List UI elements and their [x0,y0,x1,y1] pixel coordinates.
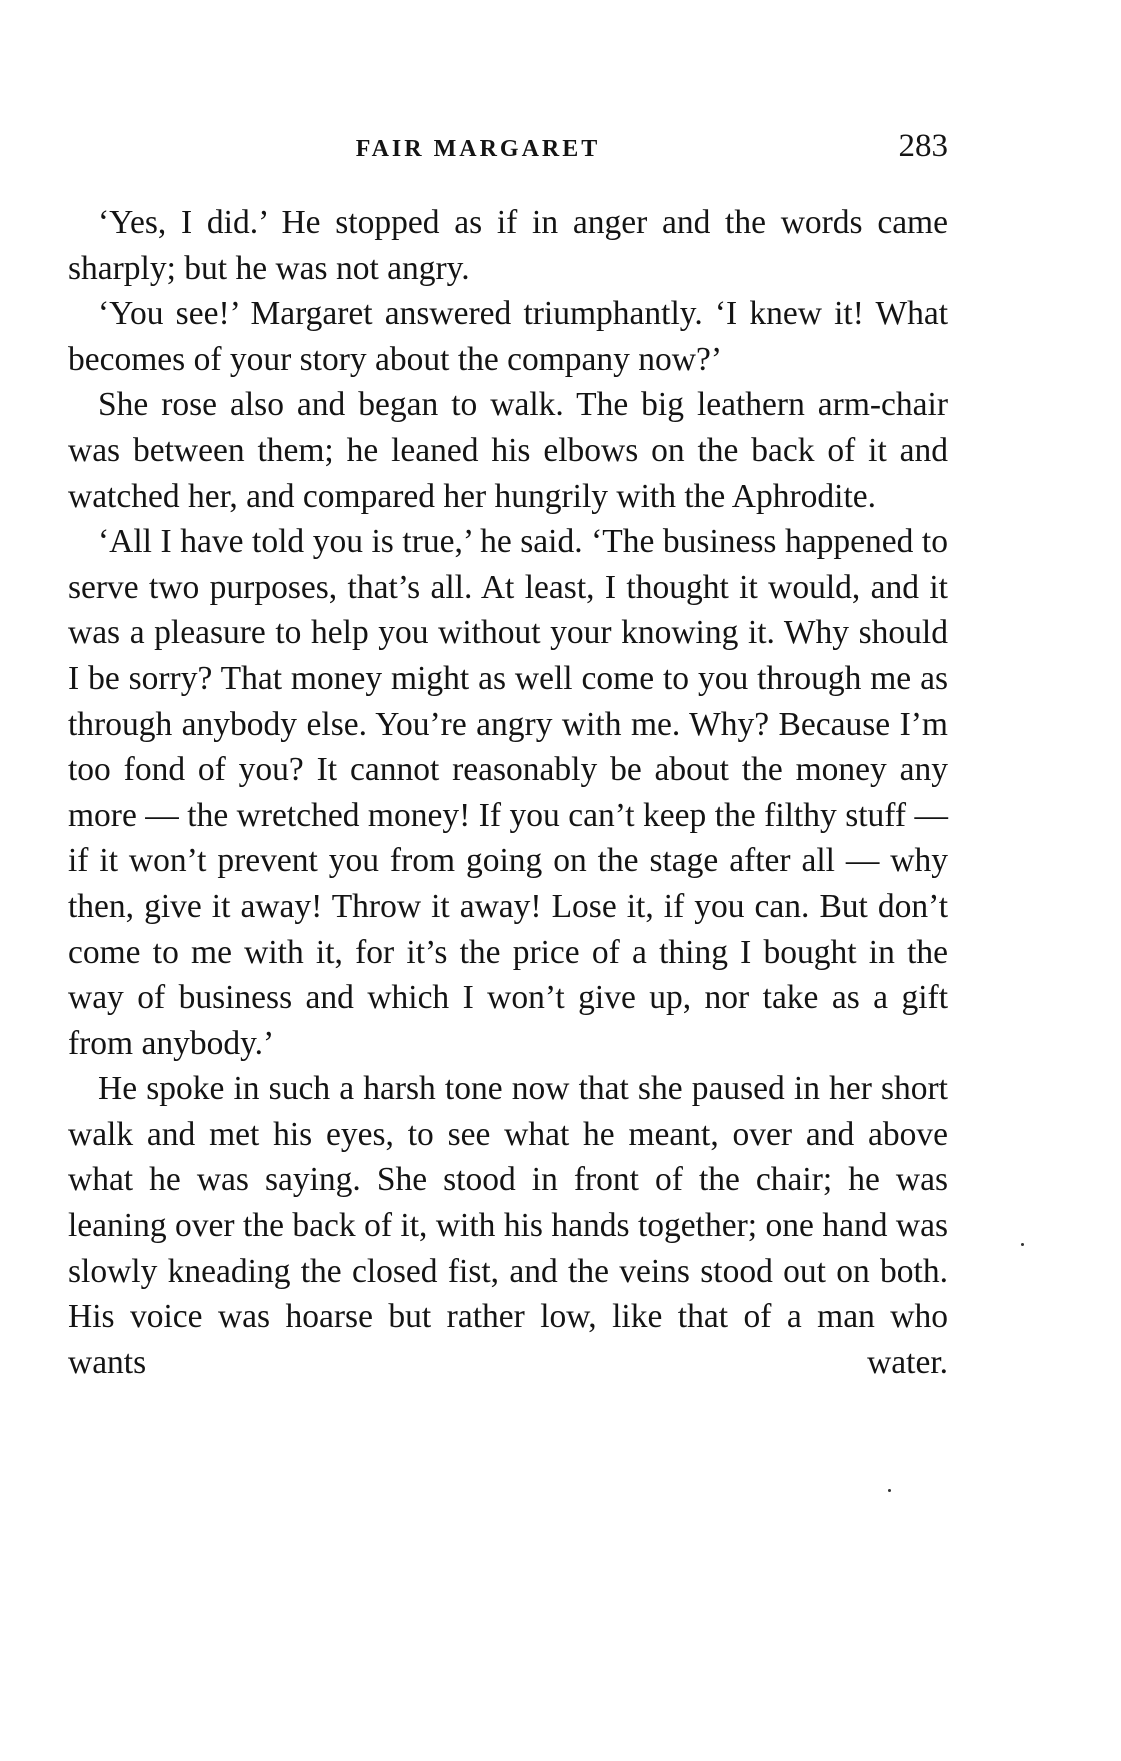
body-text [68,200,948,1385]
paragraph: ‘All I have told you is true,’ he said. ‘The business happened to serve two purposes, that’s all. At least, I thought it would, and it was a pleasure to help you without your knowing it. Why should I be sorry? That money might as well come to you through me as through anybody else. You’re angry with me. Why? Because I’m too fond of you? It cannot reasonably be about the money any more — the wretched money! If you can’t keep the filthy stuff — if it won’t prevent you from going on the stage after all — why then, give it away! Throw it away! Lose it, if you can. But don’t come to me with it, for it’s the price of a thing I bought in the way of business and which I won’t give up, nor take as a gift from anybody.’ [68,523,948,1062]
paragraph: He spoke in such a harsh tone now that she paused in her short walk and met his eyes, to see what he meant, over and above what he was saying. She stood in front of the chair; he was leaning over the back of it, with his hands together; one hand was slowly kneading the closed fist, and the veins stood out on both. His voice was hoarse but rather low, like that of a man who wants water. [68,1070,948,1381]
running-head [68,128,948,168]
paragraph: ‘Yes, I did.’ He stopped as if in anger and the words came sharply; but he was not angry. [68,204,948,287]
scan-speck [888,1489,891,1492]
paragraph: She rose also and began to walk. The big leathern arm-chair was between them; he leaned his elbows on the back of it and watched her, and compared her hungrily with the Aphrodite. [68,386,948,515]
scan-speck [1021,1243,1024,1246]
paragraph: ‘You see!’ Margaret answered triumphantly. ‘I knew it! What becomes of your story about the company now?’ [68,295,948,378]
running-title: FAIR MARGARET [355,136,601,162]
page-number: 283 [898,128,948,164]
